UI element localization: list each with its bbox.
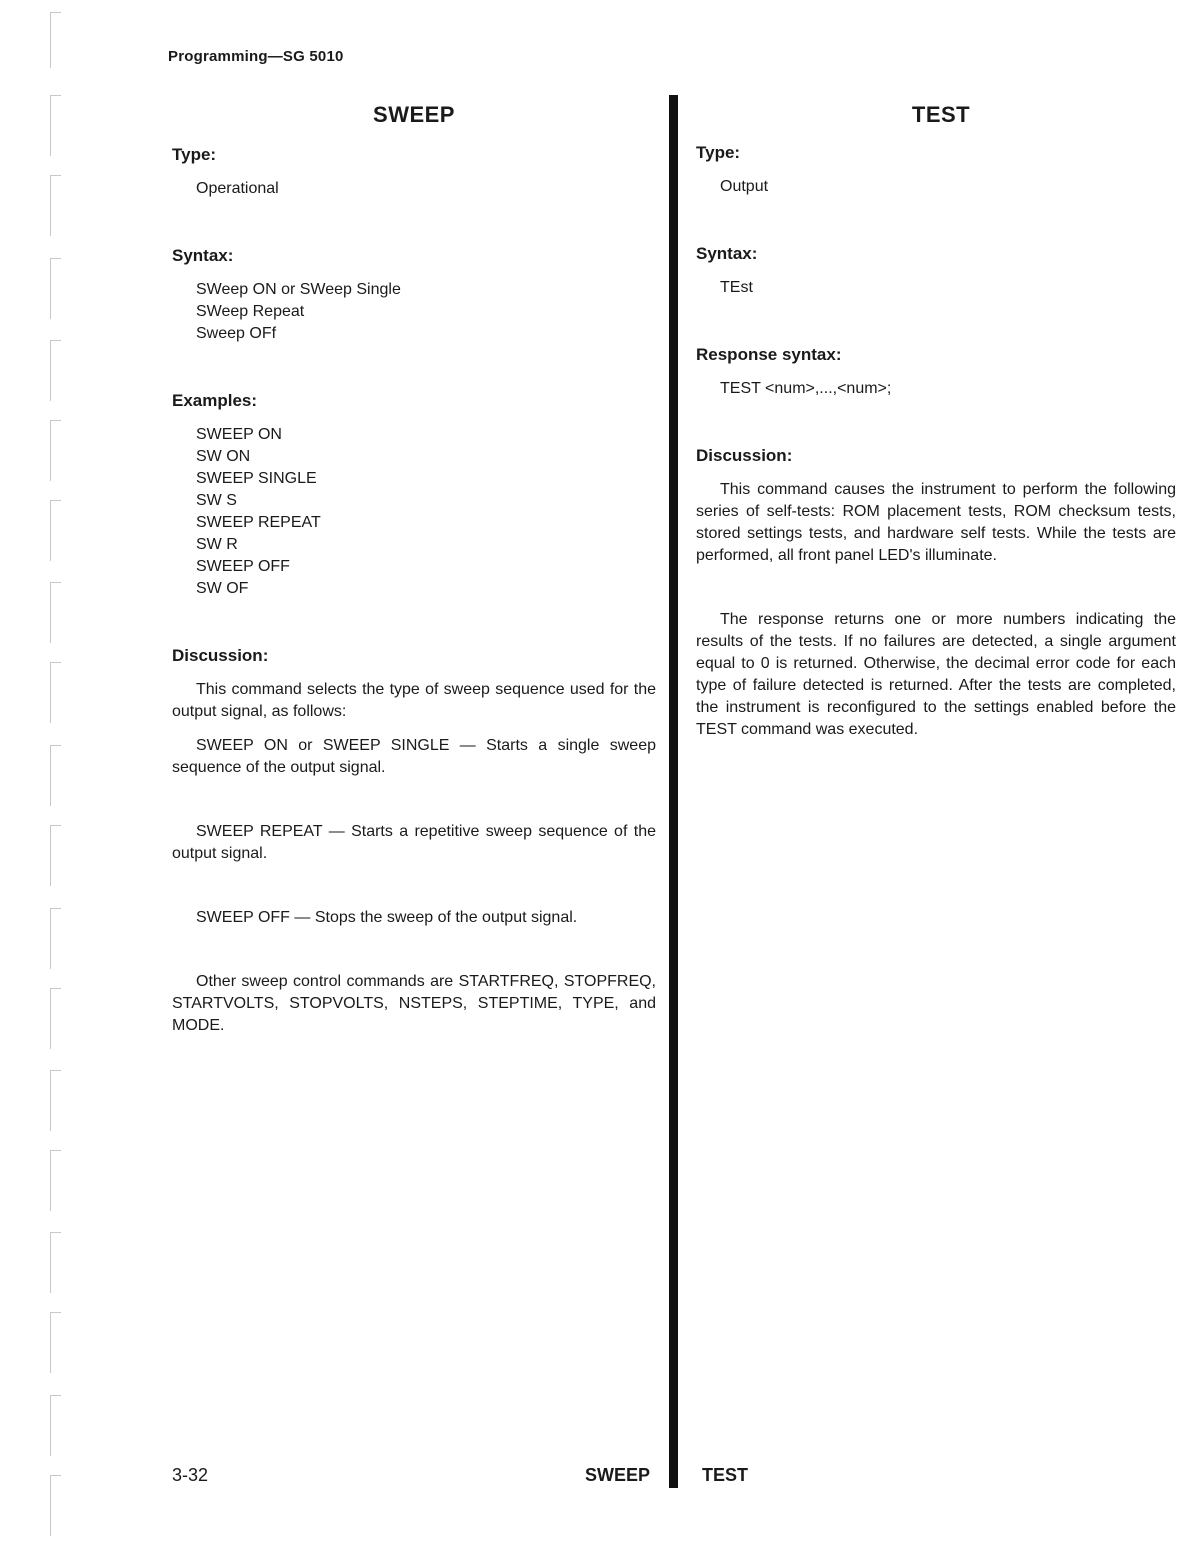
scan-edge-mark [50, 500, 61, 561]
scan-edge-mark [50, 1312, 61, 1373]
sweep-discussion-heading: Discussion: [172, 646, 269, 665]
test-response-heading: Response syntax: [696, 345, 842, 364]
sweep-example: SW S [196, 492, 237, 509]
sweep-discussion-paragraph: Other sweep control commands are STARTFREQ, STOPFREQ, STARTVOLTS, STOPVOLTS, NSTEPS, STEPTIME, TYPE, and MODE. [172, 973, 656, 1034]
sweep-example: SW R [196, 536, 238, 553]
scan-edge-mark [50, 988, 61, 1049]
sweep-example: SWEEP OFF [196, 558, 290, 575]
test-column [696, 100, 1176, 741]
sweep-type-value: Operational [196, 180, 279, 197]
scan-edge-mark [50, 908, 61, 969]
page-number: 3-32 [172, 1465, 209, 1485]
sweep-type-heading: Type: [172, 145, 217, 164]
test-discussion-paragraph: This command causes the instrument to perform the following series of self-tests: ROM placement tests, ROM checksum tests, stored settings tests, and hardware self tests. While the tests are performed, all front panel LED's illuminate. [696, 481, 1176, 564]
scan-edge-mark [50, 1395, 61, 1456]
scan-edge-mark [50, 12, 61, 68]
sweep-discussion-paragraph: SWEEP ON or SWEEP SINGLE — Starts a single sweep sequence of the output signal. [172, 737, 656, 776]
test-title: TEST [911, 102, 971, 127]
scan-edge-mark [50, 95, 61, 156]
test-syntax-value: TEst [720, 279, 753, 296]
scan-edge-mark [50, 825, 61, 886]
page-header: Programming—SG 5010 [168, 48, 344, 65]
footer-left-label: SWEEP [585, 1465, 651, 1485]
scan-edge-mark [50, 662, 61, 723]
test-type-value: Output [720, 178, 769, 195]
sweep-discussion-paragraph: This command selects the type of sweep sequence used for the output signal, as follows: [172, 681, 656, 720]
sweep-examples-heading: Examples: [172, 391, 258, 410]
sweep-syntax-line: SWeep ON or SWeep Single [196, 281, 401, 298]
sweep-syntax-line: Sweep OFf [196, 325, 277, 342]
sweep-syntax-heading: Syntax: [172, 246, 234, 265]
test-syntax-heading: Syntax: [696, 244, 758, 263]
scan-edge-mark [50, 745, 61, 806]
scan-edge-mark [50, 582, 61, 643]
sweep-example: SW ON [196, 448, 251, 465]
test-discussion-heading: Discussion: [696, 446, 793, 465]
sweep-example: SWEEP ON [196, 426, 282, 443]
scan-edge-mark [50, 420, 61, 481]
test-response-value: TEST <num>,...,<num>; [720, 380, 892, 397]
sweep-example: SW OF [196, 580, 249, 597]
sweep-example: SWEEP SINGLE [196, 470, 317, 487]
sweep-syntax-line: SWeep Repeat [196, 303, 305, 320]
scan-edge-mark [50, 340, 61, 401]
test-type-heading: Type: [696, 143, 741, 162]
footer-right-label: TEST [702, 1465, 749, 1485]
scan-edge-mark [50, 1070, 61, 1131]
sweep-column [172, 100, 656, 1037]
sweep-discussion-paragraph: SWEEP REPEAT — Starts a repetitive sweep sequence of the output signal. [172, 823, 656, 862]
scan-edge-mark [50, 175, 61, 236]
column-divider [669, 95, 678, 1488]
scan-edge-mark [50, 1150, 61, 1211]
test-discussion-paragraph: The response returns one or more numbers indicating the results of the tests. If no failures are detected, a single argument equal to 0 is returned. Otherwise, the decimal error code for each type of failure detected is returned. After the tests are completed, the instrument is reconfigured to the settings enabled before the TEST command was executed. [696, 611, 1176, 738]
sweep-example: SWEEP REPEAT [196, 514, 321, 531]
scan-edge-mark [50, 1475, 61, 1536]
scan-edge-mark [50, 1232, 61, 1293]
sweep-discussion-paragraph: SWEEP OFF — Stops the sweep of the output signal. [196, 909, 578, 926]
scan-edge-mark [50, 258, 61, 319]
sweep-title: SWEEP [373, 102, 455, 127]
